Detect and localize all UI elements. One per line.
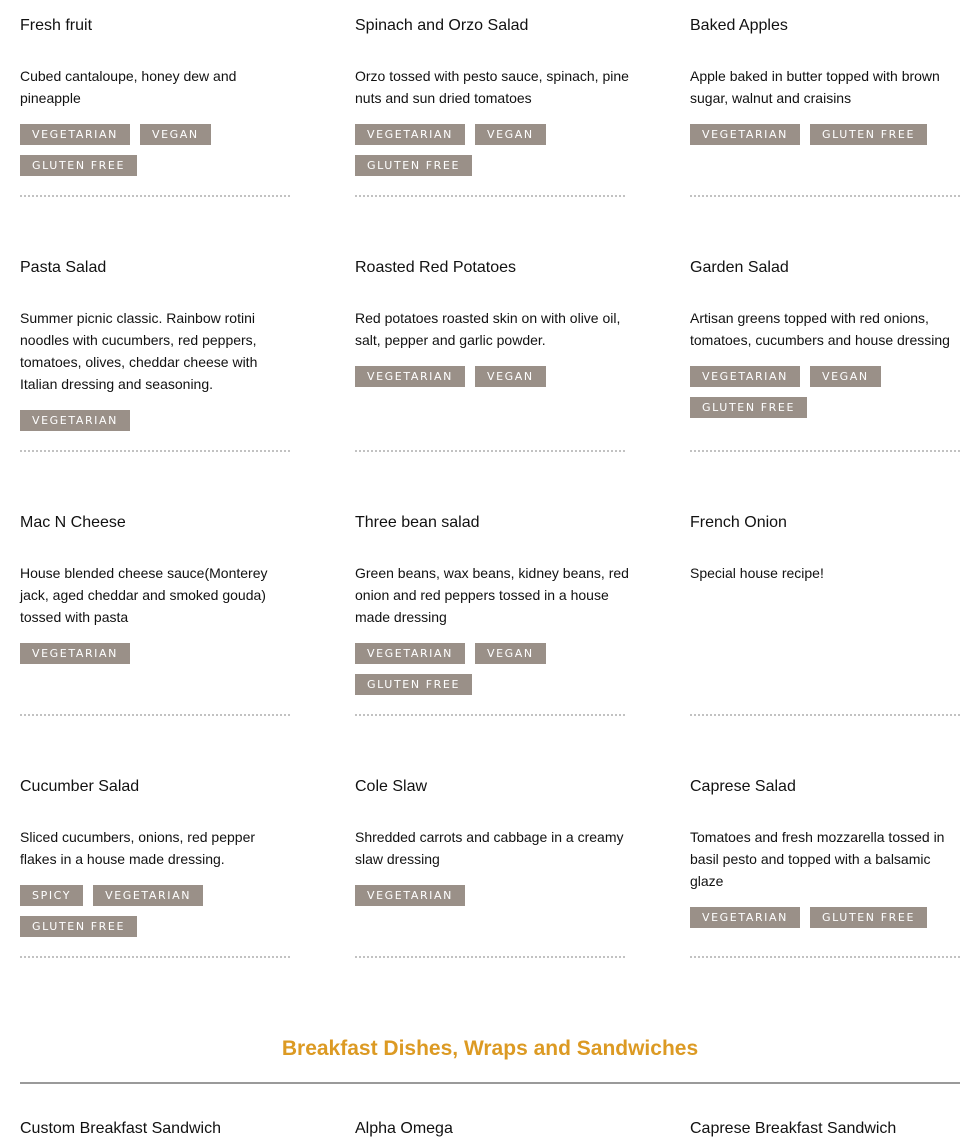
menu-item-description: Red potatoes roasted skin on with olive oil, salt, pepper and garlic powder. <box>355 310 621 348</box>
item-divider <box>20 956 290 958</box>
menu-item <box>20 16 290 199</box>
vegetarian-tag: VEGETARIAN <box>20 643 130 664</box>
menu-item-description: Green beans, wax beans, kidney beans, red onion and red peppers tossed in a house made dressing <box>355 565 629 625</box>
menu-item <box>355 777 625 960</box>
menu-item <box>690 777 960 960</box>
menu-item-title: Caprese Breakfast Sandwich <box>690 1120 897 1137</box>
menu-item-description: Summer picnic classic. Rainbow rotini noodles with cucumbers, red peppers, tomatoes, olives, cheddar cheese with Italian dressing and seasoning. <box>20 310 258 392</box>
menu-item-description: Apple baked in butter topped with brown sugar, walnut and craisins <box>690 68 940 106</box>
item-divider <box>690 956 960 958</box>
menu-item <box>20 1119 290 1141</box>
menu-item <box>20 513 290 718</box>
vegetarian-tag: VEGETARIAN <box>355 885 465 906</box>
menu-item-title: Cole Slaw <box>355 778 428 795</box>
item-divider <box>690 195 960 197</box>
gluten-free-tag: GLUTEN FREE <box>20 916 137 937</box>
diet-tag-list <box>355 124 635 176</box>
item-divider <box>690 714 960 716</box>
diet-tag-list <box>355 643 635 695</box>
item-divider <box>355 195 625 197</box>
menu-item-title: French Onion <box>690 514 787 531</box>
menu-item <box>355 513 629 718</box>
vegetarian-tag: VEGETARIAN <box>690 366 800 387</box>
menu-item <box>355 258 625 454</box>
menu-item-title: Custom Breakfast Sandwich <box>20 1120 221 1137</box>
menu-item <box>355 16 629 199</box>
gluten-free-tag: GLUTEN FREE <box>690 397 807 418</box>
item-divider <box>690 450 960 452</box>
vegetarian-tag: VEGETARIAN <box>20 410 130 431</box>
menu-item-title: Baked Apples <box>690 17 788 34</box>
menu-item-description: Tomatoes and fresh mozzarella tossed in basil pesto and topped with a balsamic glaze <box>690 829 945 889</box>
gluten-free-tag: GLUTEN FREE <box>355 155 472 176</box>
menu-item-description: Artisan greens topped with red onions, tomatoes, cucumbers and house dressing <box>690 310 950 348</box>
vegetarian-tag: VEGETARIAN <box>355 124 465 145</box>
gluten-free-tag: GLUTEN FREE <box>355 674 472 695</box>
menu-item <box>20 777 290 960</box>
menu-item <box>690 513 960 718</box>
diet-tag-list <box>355 366 635 387</box>
gluten-free-tag: GLUTEN FREE <box>810 124 927 145</box>
diet-tag-list <box>355 885 635 906</box>
vegan-tag: VEGAN <box>140 124 211 145</box>
diet-tag-list <box>690 124 965 145</box>
diet-tag-list <box>20 410 300 431</box>
menu-item-title: Caprese Salad <box>690 778 796 795</box>
menu-item <box>690 16 960 199</box>
menu-item-title: Pasta Salad <box>20 259 107 276</box>
vegan-tag: VEGAN <box>475 366 546 387</box>
diet-tag-list <box>690 366 965 418</box>
menu-item-description: Sliced cucumbers, onions, red pepper flakes in a house made dressing. <box>20 829 256 867</box>
item-divider <box>20 714 290 716</box>
item-divider <box>355 714 625 716</box>
vegetarian-tag: VEGETARIAN <box>690 124 800 145</box>
section-heading: Breakfast Dishes, Wraps and Sandwiches <box>281 1037 699 1060</box>
menu-item <box>355 1119 625 1141</box>
diet-tag-list <box>690 907 965 928</box>
vegetarian-tag: VEGETARIAN <box>355 643 465 664</box>
menu-item <box>690 1119 960 1141</box>
section-divider <box>20 1082 960 1084</box>
vegetarian-tag: VEGETARIAN <box>20 124 130 145</box>
diet-tag-list <box>20 643 300 664</box>
vegan-tag: VEGAN <box>475 124 546 145</box>
vegan-tag: VEGAN <box>475 643 546 664</box>
item-divider <box>355 450 625 452</box>
item-divider <box>20 450 290 452</box>
gluten-free-tag: GLUTEN FREE <box>20 155 137 176</box>
vegetarian-tag: VEGETARIAN <box>93 885 203 906</box>
item-divider <box>355 956 625 958</box>
menu-item-title: Mac N Cheese <box>20 514 126 531</box>
menu-item-title: Garden Salad <box>690 259 789 276</box>
vegetarian-tag: VEGETARIAN <box>690 907 800 928</box>
menu-item-title: Spinach and Orzo Salad <box>355 17 529 34</box>
menu-item-title: Three bean salad <box>355 514 480 531</box>
vegetarian-tag: VEGETARIAN <box>355 366 465 387</box>
menu-item-description: Orzo tossed with pesto sauce, spinach, pine nuts and sun dried tomatoes <box>355 68 629 106</box>
item-divider <box>20 195 290 197</box>
menu-item-title: Alpha Omega <box>355 1120 453 1137</box>
menu-item-description: House blended cheese sauce(Monterey jack, aged cheddar and smoked gouda) tossed with pasta <box>20 565 268 625</box>
menu-item-description: Shredded carrots and cabbage in a creamy slaw dressing <box>355 829 624 867</box>
diet-tag-list <box>20 885 300 937</box>
menu-item <box>690 258 960 454</box>
diet-tag-list <box>20 124 300 176</box>
vegan-tag: VEGAN <box>810 366 881 387</box>
menu-item-description: Special house recipe! <box>690 565 824 581</box>
spicy-tag: SPICY <box>20 885 83 906</box>
gluten-free-tag: GLUTEN FREE <box>810 907 927 928</box>
menu-item-description: Cubed cantaloupe, honey dew and pineapple <box>20 68 237 106</box>
menu-item-title: Fresh fruit <box>20 17 93 34</box>
menu-item <box>20 258 290 454</box>
menu-item-title: Roasted Red Potatoes <box>355 259 516 276</box>
menu-item-title: Cucumber Salad <box>20 778 140 795</box>
